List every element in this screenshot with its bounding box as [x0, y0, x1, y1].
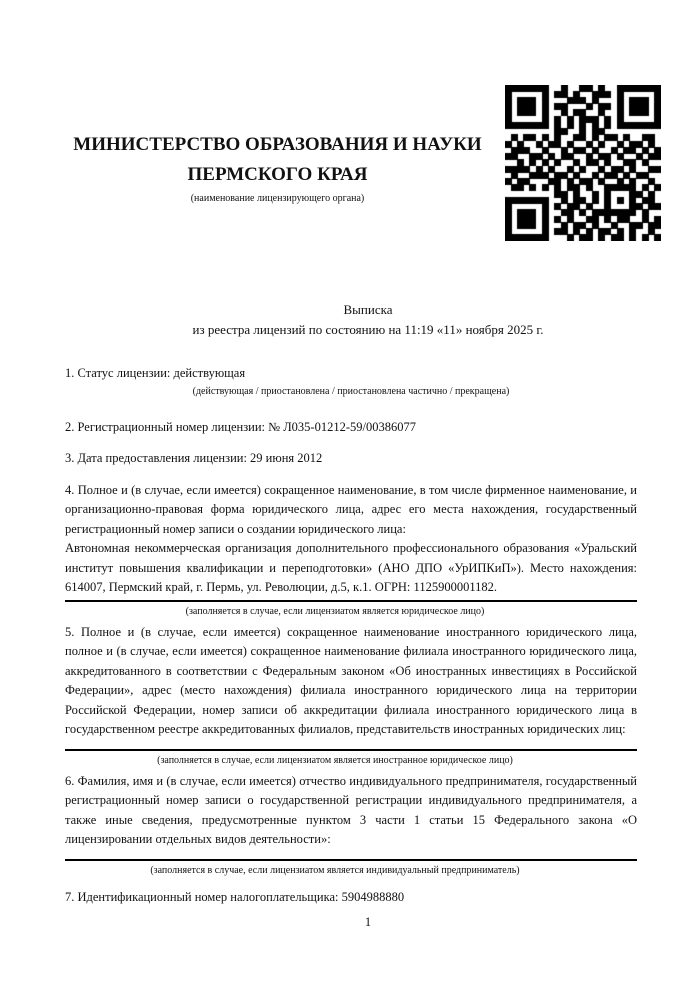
entrepreneur-fill-rule [65, 859, 637, 861]
field-reg-number: 2. Регистрационный номер лицензии: № Л035-01212-59/00386077 [65, 419, 416, 434]
document-body [65, 300, 637, 933]
page-number: 1 [364, 915, 372, 929]
licensing-authority-note: (наименование лицензирующего органа) [190, 193, 365, 204]
field-entrepreneur-question: 6. Фамилия, имя и (в случае, если имеется) отчество индивидуального предпринимателя, государственный регистрационный номер записи о государственной регистрации индивидуального предпринимателя, а также иные сведения, предусмотренные пунктом 3 части 1 статьи 15 Федерального закона «О лицензировании отдельных видов деятельности»: [65, 773, 637, 846]
field-legal-entity-answer: Автономная некоммерческая организация дополнительного профессионального образования «Уральский институт повышения квалификации и переподготовки» (АНО ДПО «УрИПКиП»). Место нахождения: 614007, Пермский край, г. Пермь, ул. Революции, д.5, к.1. ОГРН: 1125900001182. [65, 541, 637, 594]
field-entrepreneur-note: (заполняется в случае, если лицензиатом является индивидуальный предприниматель) [150, 864, 520, 876]
legal-entity-fill-rule [65, 600, 637, 602]
field-grant-date: 3. Дата предоставления лицензии: 29 июня 2012 [65, 451, 323, 465]
qr-code-canvas [505, 85, 661, 241]
field-status: 1. Статус лицензии: действующая [65, 366, 246, 380]
document-title [65, 300, 671, 339]
field-legal-entity-question: 4. Полное и (в случае, если имеется) сокращенное наименование, в том числе фирменное наименование, и организационно-правовая форма юридического лица, адрес его места нахождения, государственный регистрационный номер записи о создании юридического лица: [65, 482, 637, 536]
field-foreign-entity-note: (заполняется в случае, если лицензиатом является иностранное юридическое лицо) [157, 754, 513, 766]
document-title-line1: Выписка [343, 302, 393, 317]
licensing-authority-header [65, 130, 490, 205]
ministry-name-line1: МИНИСТЕРСТВО ОБРАЗОВАНИЯ И НАУКИ [73, 134, 482, 155]
document-title-line2: из реестра лицензий по состоянию на 11:19 «11» ноября 2025 г. [192, 321, 544, 337]
ministry-name-line2: ПЕРМСКОГО КРАЯ [187, 164, 368, 185]
field-inn: 7. Идентификационный номер налогоплательщика: 5904988880 [65, 889, 405, 904]
ministry-name [65, 130, 490, 190]
qr-code [505, 85, 661, 241]
field-legal-entity-note: (заполняется в случае, если лицензиатом является юридическое лицо) [185, 605, 485, 617]
field-status-note: (действующая / приостановлена / приостановлена частично / прекращена) [192, 385, 510, 397]
field-foreign-entity-question: 5. Полное и (в случае, если имеется) сокращенное наименование иностранного юридического лица, полное и (в случае, если имеется) сокращенное наименование филиала иностранного юридического лица, аккредитованного в соответствии с Федеральным законом «Об иностранных инвестициях в Российской Федерации», адрес (место нахождения) филиала иностранного юридического лица на территории Российской Федерации, номер записи об аккредитации филиала иностранного юридического лица в государственном реестре аккредитованных филиалов, представительств иностранных юридических лиц: [65, 624, 637, 736]
foreign-entity-fill-rule [65, 749, 637, 751]
